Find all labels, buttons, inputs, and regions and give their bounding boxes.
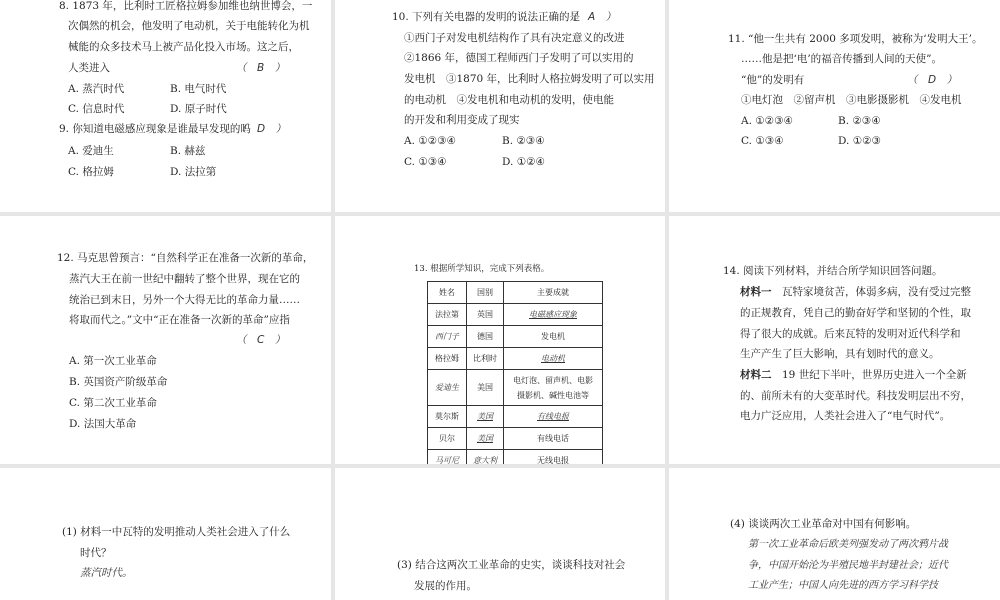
q10-line1: 10. 下列有关电器的发明的说法正确的是 (392, 11, 581, 23)
q14-material2-line2: 的、前所未有的大变革时代。科技发明层出不穷， (740, 390, 971, 402)
q11-option-d: D. ①②③ (838, 135, 881, 147)
q11-line4: ①电灯泡 ②留声机 ③电影摄影机 ④发电机 (741, 94, 962, 106)
q8-line4: 人类进入 (68, 62, 110, 74)
material1-text: 瓦特家境贫苦，体弱多病，没有受过完整 (771, 286, 971, 298)
q10-line2: ①西门子对发电机结构作了具有决定意义的改进 (404, 32, 625, 44)
table-cell-answer: 美国 (467, 428, 504, 450)
table-cell: 美国 (467, 370, 504, 406)
q9-option-b: B. 赫兹 (170, 145, 206, 157)
table-header: 主要成就 (504, 282, 603, 304)
q8-line1: 8. 1873 年，比利时工匠格拉姆参加维也纳世博会，一 (59, 0, 313, 12)
table-cell-answer: 电磁感应现象 (504, 304, 603, 326)
q12-option-c: C. 第二次工业革命 (69, 397, 157, 409)
q11-line2: ……他是把‘电’的福音传播到人间的天使”。 (741, 53, 943, 65)
q14-line1: 14. 阅读下列材料，并结合所学知识回答问题。 (723, 265, 943, 277)
table-cell-answer: 马可尼 (428, 450, 467, 465)
panel-q11 (669, 0, 1000, 212)
q11-option-a: A. ①②③④ (741, 115, 793, 127)
table-row (428, 326, 603, 348)
table-cell-line: 电灯泡、留声机、电影 (513, 375, 593, 385)
table-cell-answer: 爱迪生 (428, 370, 467, 406)
q8-line2: 次偶然的机会，他发明了电动机，关于电能转化为机 (68, 20, 310, 32)
q10-option-d: D. ①②④ (502, 156, 545, 168)
q14-material1-line4: 生产产生了巨大影响，具有划时代的意义。 (740, 348, 940, 360)
table-cell-answer: 有线电报 (504, 406, 603, 428)
table-row (428, 304, 603, 326)
table-header: 姓名 (428, 282, 467, 304)
q10-line6: 的开发和利用变成了现实 (404, 114, 520, 126)
q12-option-a: A. 第一次工业革命 (69, 355, 157, 367)
q10-line3: ②1866 年，德国工程师西门子发明了可以实用的 (404, 52, 634, 64)
material2-text: 19 世纪下半叶，世界历史进入一个全新 (771, 369, 967, 381)
q8-option-b: B. 电气时代 (170, 83, 227, 95)
q8-answer: （ B ） (236, 62, 286, 74)
table-cell-line: 摄影机、碱性电池等 (517, 390, 589, 400)
q14-1-line2: 时代？ (80, 547, 112, 559)
q8-option-c: C. 信息时代 (68, 103, 125, 115)
table-row (428, 428, 603, 450)
table-header-row (428, 282, 603, 304)
q14-4-answer-line2: 争，中国开始沦为半殖民地半封建社会；近代 (748, 560, 948, 571)
q14-4-line1: (4) 谈谈两次工业革命对中国有何影响。 (730, 518, 917, 530)
q9-option-c: C. 格拉姆 (68, 166, 114, 178)
q9-answer: （ D ） (236, 123, 287, 135)
q14-1-line1: (1) 材料一中瓦特的发明推动人类社会进入了什么 (62, 526, 291, 538)
table-cell: 德国 (467, 326, 504, 348)
table-cell: 格拉姆 (428, 348, 467, 370)
q9-option-a: A. 爱迪生 (68, 145, 114, 157)
q8-option-a: A. 蒸汽时代 (68, 83, 125, 95)
q12-line3: 统治已到末日，另外一个大得无比的革命力量…… (69, 294, 300, 306)
q12-line1: 12. 马克思曾预言：“自然科学正在准备一次新的革命， (57, 252, 314, 264)
table-cell-multiline (504, 370, 603, 406)
panel-q14-1 (0, 468, 331, 600)
q12-line2: 蒸汽大王在前一世纪中翻转了整个世界，现在它的 (69, 273, 300, 285)
q14-3-line1: (3) 结合这两次工业革命的史实，谈谈科技对社会 (397, 559, 626, 571)
panel-q14-3 (335, 468, 665, 600)
q12-answer: （ C ） (236, 334, 286, 346)
panel-q14 (669, 216, 1000, 464)
q11-option-b: B. ②③④ (838, 115, 881, 127)
q12-option-d: D. 法国大革命 (69, 418, 137, 430)
table-cell: 有线电话 (504, 428, 603, 450)
table-cell-answer: 美国 (467, 406, 504, 428)
q11-answer: （ D ） (907, 74, 958, 86)
table-cell: 比利时 (467, 348, 504, 370)
panel-q14-4 (669, 468, 1000, 600)
q8-line3: 械能的众多技术马上被产品化投入市场。这之后， (68, 41, 299, 53)
table-row (428, 370, 603, 406)
table-cell: 法拉第 (428, 304, 467, 326)
panel-q10 (335, 0, 665, 212)
q10-option-c: C. ①③④ (404, 156, 447, 168)
q14-material1-line1 (740, 285, 971, 299)
panel-q13 (335, 216, 665, 464)
table-cell: 莫尔斯 (428, 406, 467, 428)
table-cell-answer: 西门子 (428, 326, 467, 348)
q14-4-answer-line1: 第一次工业革命后欧美列强发动了两次鸦片战 (748, 539, 948, 550)
material1-label: 材料一 (740, 286, 772, 298)
q14-material1-line3: 得了很大的成就。后来瓦特的发明对近代科学和 (740, 328, 961, 340)
q9-line1: 9. 你知道电磁感应现象是谁最早发现的吗 (59, 123, 251, 135)
q11-line1: 11. “他一生共有 2000 多项发明，被称为‘发明大王’。 (728, 33, 983, 45)
q12-option-b: B. 英国资产阶级革命 (69, 376, 168, 388)
q14-4-answer-line3: 工业产生；中国人向先进的西方学习科学技 (748, 580, 938, 591)
panel-q12 (0, 216, 331, 464)
inventions-table (427, 281, 603, 464)
q12-line4: 将取而代之。”文中“正在准备一次新的革命”应指 (69, 314, 290, 326)
q14-material1-line2: 的正规教育，凭自己的勤奋好学和坚韧的个性，取 (740, 307, 971, 319)
table-cell-answer: 意大利 (467, 450, 504, 465)
q10-answer: （ A ） (567, 11, 617, 23)
table-cell: 贝尔 (428, 428, 467, 450)
q9-option-d: D. 法拉第 (170, 166, 217, 178)
q14-material2-line3: 电力广泛应用，人类社会进入了“电气时代”。 (740, 410, 951, 422)
table-cell: 无线电报 (504, 450, 603, 465)
table-row (428, 450, 603, 465)
q10-option-b: B. ②③④ (502, 135, 545, 147)
q11-line3: “他”的发明有 (741, 74, 805, 86)
q10-line5: 的电动机 ④发电机和电动机的发明，使电能 (404, 94, 614, 106)
table-cell: 发电机 (504, 326, 603, 348)
q14-3-line2: 发展的作用。 (414, 580, 477, 592)
panel-q8-q9 (0, 0, 331, 212)
table-row (428, 348, 603, 370)
q14-material2-line1 (740, 368, 967, 382)
q14-1-answer: 蒸汽时代。 (80, 567, 133, 579)
table-cell: 英国 (467, 304, 504, 326)
q10-option-a: A. ①②③④ (404, 135, 456, 147)
q13-title: 13. 根据所学知识，完成下列表格。 (414, 264, 550, 274)
q10-line4: 发电机 ③1870 年，比利时人格拉姆发明了可以实用 (404, 73, 655, 85)
q11-option-c: C. ①③④ (741, 135, 784, 147)
table-header: 国别 (467, 282, 504, 304)
table-row (428, 406, 603, 428)
q8-option-d: D. 原子时代 (170, 103, 227, 115)
material2-label: 材料二 (740, 369, 772, 381)
table-cell-answer: 电动机 (504, 348, 603, 370)
